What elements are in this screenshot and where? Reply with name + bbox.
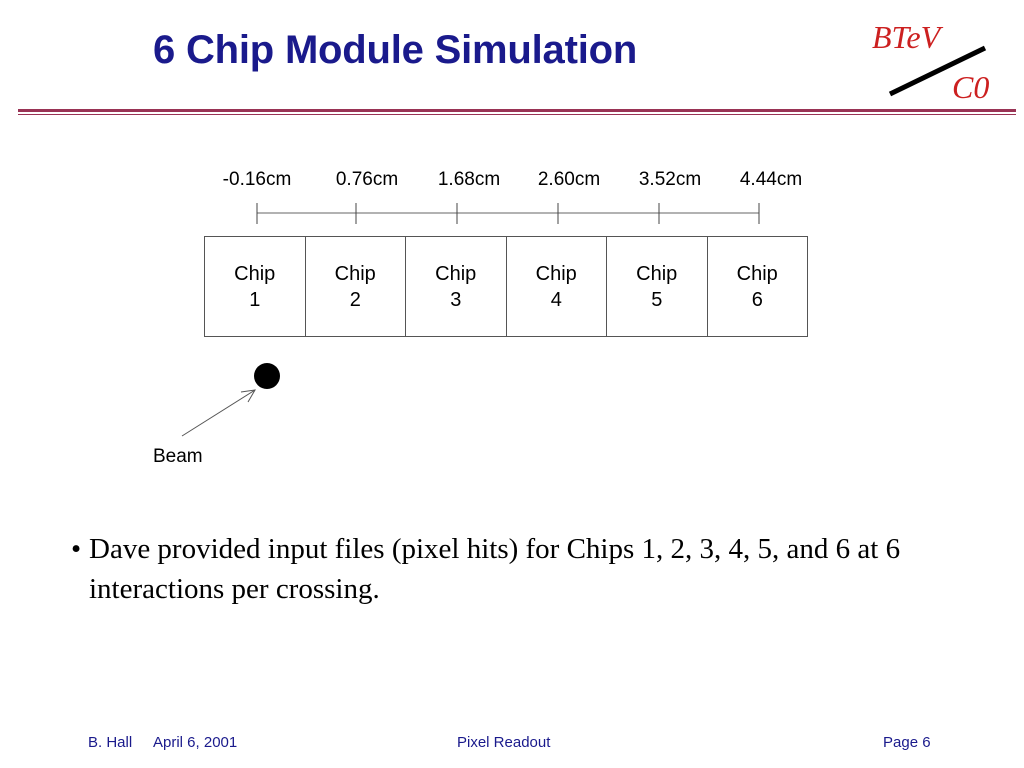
chip-2 xyxy=(306,237,407,336)
chip-6 xyxy=(708,237,808,336)
chip-module xyxy=(204,236,808,337)
beam-arrow-head xyxy=(241,390,255,402)
beam-arrow-shaft xyxy=(182,390,255,436)
position-label-4: 2.60cm xyxy=(537,169,601,190)
logo-top-text: BTeV xyxy=(872,19,941,55)
chip-number: 4 xyxy=(550,288,562,311)
beam-label: Beam xyxy=(153,446,203,467)
chip-5 xyxy=(607,237,708,336)
btev-c0-logo xyxy=(860,18,1010,108)
slide-title: 6 Chip Module Simulation xyxy=(153,28,638,72)
bullet-item xyxy=(71,529,991,609)
chip-3 xyxy=(406,237,507,336)
footer-title: Pixel Readout xyxy=(457,734,551,751)
position-label-6: 4.44cm xyxy=(739,169,803,190)
chip-label: Chip xyxy=(234,262,276,285)
chip-4 xyxy=(507,237,608,336)
chip-number: 5 xyxy=(651,288,663,311)
footer-date: April 6, 2001 xyxy=(153,734,238,751)
position-label-2: 0.76cm xyxy=(335,169,399,190)
chip-number: 2 xyxy=(349,288,361,311)
title-rule-thin xyxy=(18,114,1016,115)
chip-label: Chip xyxy=(636,262,678,285)
bullet-marker: • xyxy=(71,533,82,565)
position-label-5: 3.52cm xyxy=(638,169,702,190)
chip-number: 1 xyxy=(249,288,261,311)
chip-number: 6 xyxy=(751,288,763,311)
title-rule-thick xyxy=(18,109,1016,112)
chip-label: Chip xyxy=(334,262,376,285)
footer-page-number: Page 6 xyxy=(883,734,931,751)
footer-author: B. Hall xyxy=(88,734,133,751)
chip-number: 3 xyxy=(450,288,462,311)
bullet-text: Dave provided input files (pixel hits) for Chips 1, 2, 3, 4, 5, and 6 at 6 interactions per crossing. xyxy=(89,533,901,605)
position-label-3: 1.68cm xyxy=(437,169,501,190)
chip-label: Chip xyxy=(435,262,477,285)
chip-label: Chip xyxy=(535,262,577,285)
chip-label: Chip xyxy=(736,262,778,285)
logo-bottom-text: C0 xyxy=(952,69,990,105)
position-label-1: -0.16cm xyxy=(222,169,292,190)
beam-spot xyxy=(254,363,280,389)
chip-1 xyxy=(205,237,306,336)
